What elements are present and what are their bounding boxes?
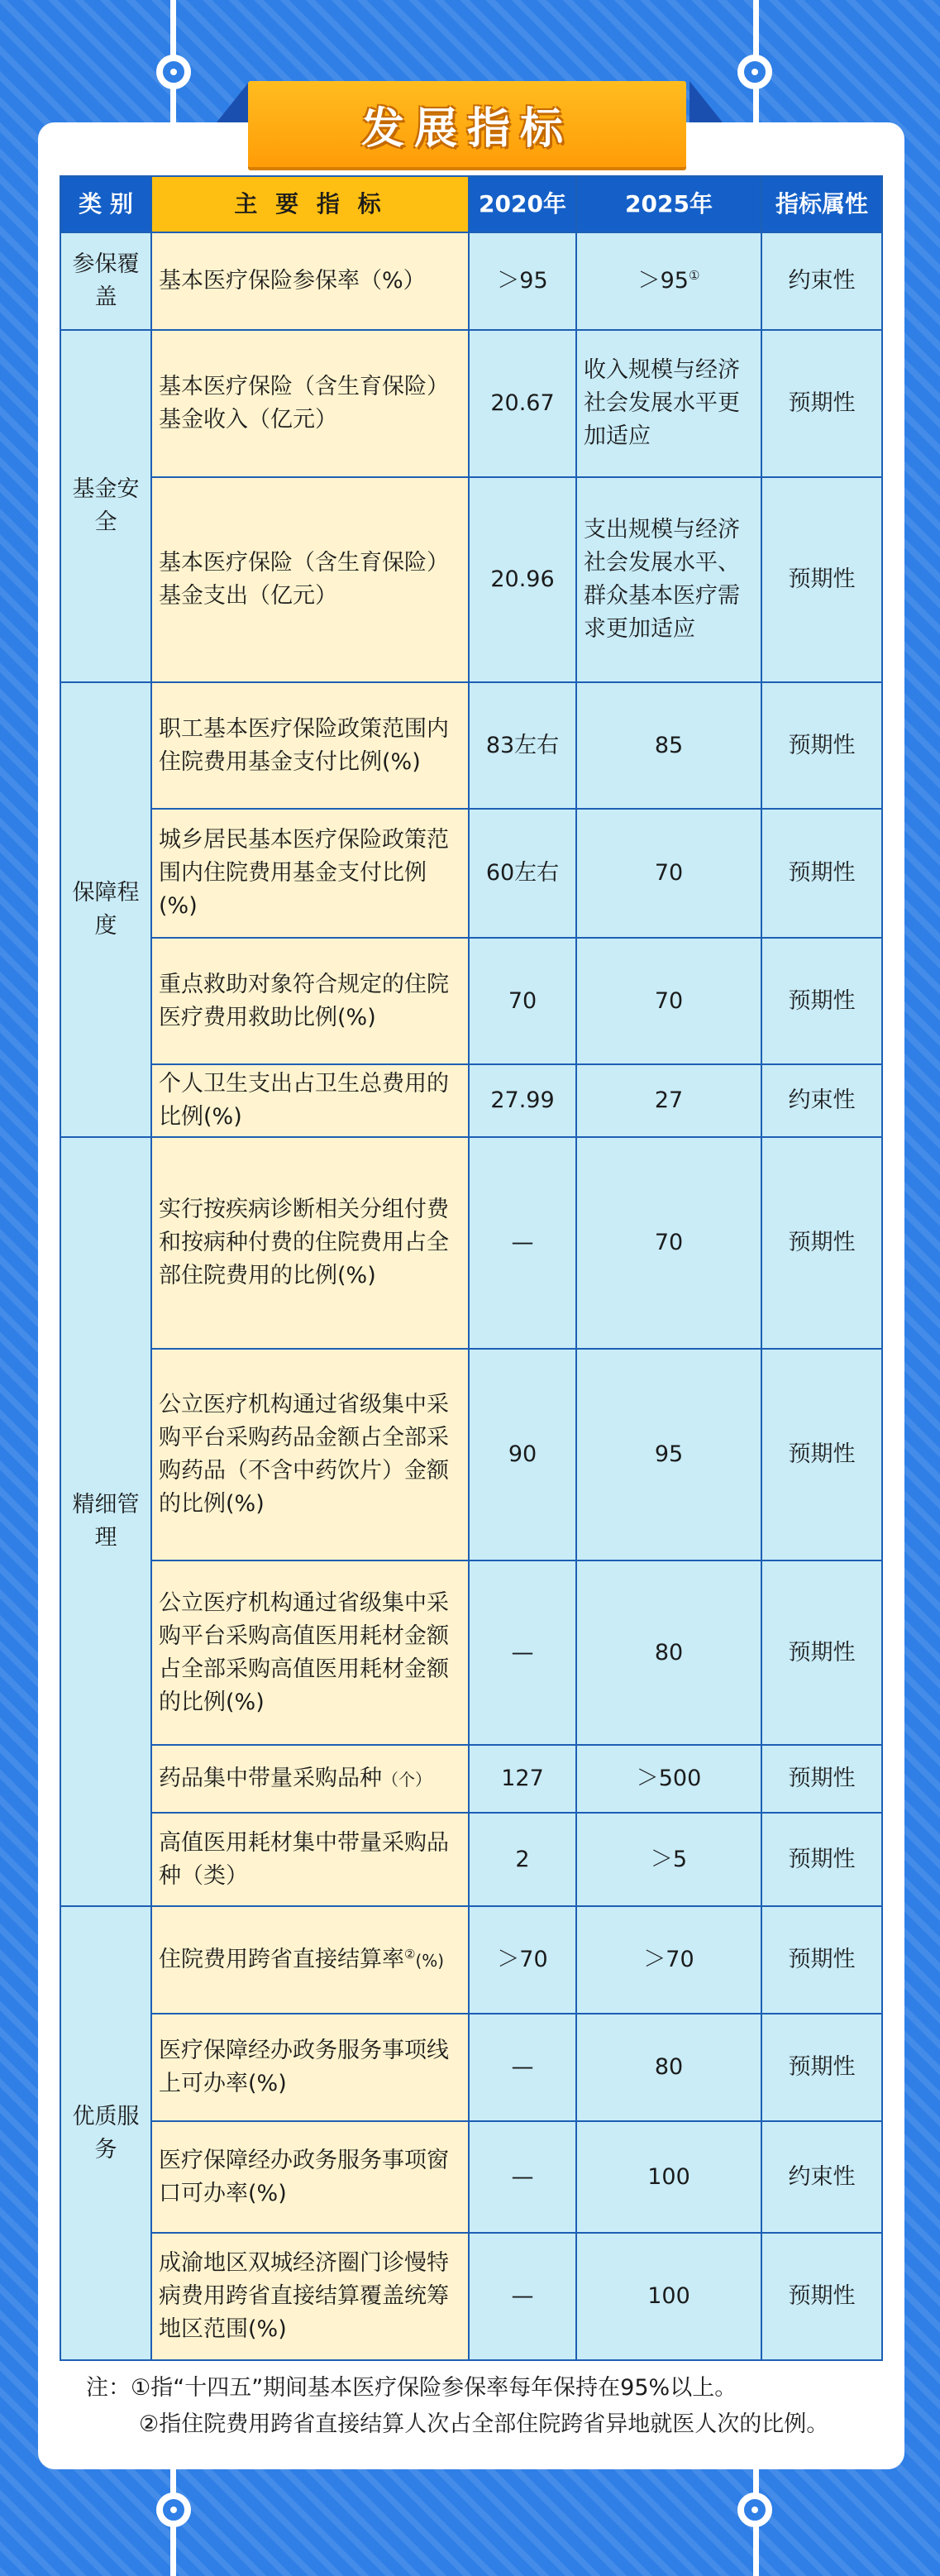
value-2020-cell: — [469,2233,576,2360]
value-2020-cell: ＞95 [469,232,576,330]
indicator-cell: 公立医疗机构通过省级集中采购平台采购高值医用耗材金额占全部采购高值医用耗材金额的比例(%) [151,1560,469,1745]
table-row [60,2121,882,2233]
category-cell: 优质服务 [60,1906,151,2360]
indicator-cell: 成渝地区双城经济圈门诊慢特病费用跨省直接结算覆盖统筹地区范围(%) [151,2233,469,2360]
value-2020-cell: 83左右 [469,682,576,809]
table-row [60,1813,882,1906]
type-cell: 预期性 [761,1813,882,1906]
indicator-cell: 城乡居民基本医疗保险政策范围内住院费用基金支付比例(%) [151,809,469,938]
value-2025-cell: 100 [576,2233,761,2360]
banner-fold-right [689,81,723,122]
value-2020-cell: 20.96 [469,477,576,682]
indicator-cell: 医疗保障经办政务服务事项线上可办率(%) [151,2014,469,2121]
type-cell: 预期性 [761,682,882,809]
value-2025-cell: 70 [576,938,761,1064]
type-cell: 预期性 [761,1349,882,1560]
value-2020-cell: 127 [469,1745,576,1813]
table-row [60,1906,882,2014]
type-cell: 预期性 [761,330,882,477]
footnote-marker: ② [404,1946,416,1962]
table-row [60,809,882,938]
indicator-cell: 职工基本医疗保险政策范围内住院费用基金支付比例(%) [151,682,469,809]
type-cell: 预期性 [761,938,882,1064]
table-row [60,1349,882,1560]
type-cell: 约束性 [761,1064,882,1137]
value-2025-cell: 70 [576,1137,761,1349]
value-2025-cell: ＞70 [576,1906,761,2014]
value-2020-cell: 2 [469,1813,576,1906]
table-row [60,477,882,682]
table-row [60,1137,882,1349]
table-row [60,1064,882,1137]
type-cell: 约束性 [761,2121,882,2233]
table-row [60,232,882,330]
footnotes [86,2370,896,2443]
type-cell: 预期性 [761,2014,882,2121]
value-2025-cell [576,232,761,330]
value-2025-cell: 70 [576,809,761,938]
type-cell: 约束性 [761,232,882,330]
value-2020-cell: 90 [469,1349,576,1560]
indicator-cell [151,1745,469,1813]
indicator-cell: 实行按疾病诊断相关分组付费和按病种付费的住院费用占全部住院费用的比例(%) [151,1137,469,1349]
value-2020-cell: ＞70 [469,1906,576,2014]
indicator-cell: 基本医疗保险（含生育保险）基金收入（亿元） [151,330,469,477]
value-2025-text: ＞95 [637,268,689,294]
value-2020-cell: 70 [469,938,576,1064]
banner-fold-left [217,81,250,122]
table-row [60,682,882,809]
indicator-unit: (%) [415,1950,445,1971]
type-cell: 预期性 [761,1137,882,1349]
type-cell: 预期性 [761,1745,882,1813]
category-cell: 基金安全 [60,330,151,682]
title-banner [248,81,686,167]
table-header-row [60,176,882,232]
indicator-cell: 公立医疗机构通过省级集中采购平台采购药品金额占全部采购药品（不含中药饮片）金额的比例(%) [151,1349,469,1560]
indicator-cell: 基本医疗保险参保率（%） [151,232,469,330]
value-2025-cell: 80 [576,2014,761,2121]
type-cell: 预期性 [761,2233,882,2360]
indicator-cell: 重点救助对象符合规定的住院医疗费用救助比例(%) [151,938,469,1064]
value-2025-cell: 收入规模与经济社会发展水平更加适应 [576,330,761,477]
category-cell: 精细管理 [60,1137,151,1906]
header-category: 类 别 [60,176,151,232]
ring-ornament-icon [156,2492,191,2527]
table-row [60,2014,882,2121]
table-row [60,330,882,477]
indicator-cell: 医疗保障经办政务服务事项窗口可办率(%) [151,2121,469,2233]
type-cell: 预期性 [761,809,882,938]
value-2020-cell: 60左右 [469,809,576,938]
value-2020-cell: — [469,2014,576,2121]
category-cell: 参保覆盖 [60,232,151,330]
value-2020-cell: — [469,2121,576,2233]
table-row [60,938,882,1064]
indicator-text: 药品集中带量采购品种 [159,1765,382,1791]
footnote-2: ②指住院费用跨省直接结算人次占全部住院跨省异地就医人次的比例。 [139,2411,829,2437]
indicator-text: 住院费用跨省直接结算率 [159,1946,404,1972]
header-type: 指标属性 [761,176,882,232]
ring-ornament-icon [737,2492,772,2527]
value-2025-cell: 100 [576,2121,761,2233]
value-2020-cell: — [469,1560,576,1745]
value-2020-cell: — [469,1137,576,1349]
indicator-table [60,175,883,2361]
type-cell: 预期性 [761,1906,882,2014]
type-cell: 预期性 [761,1560,882,1745]
value-2025-cell: 支出规模与经济社会发展水平、群众基本医疗需求更加适应 [576,477,761,682]
indicator-cell: 高值医用耗材集中带量采购品种（类） [151,1813,469,1906]
indicator-unit: （个） [382,1769,432,1790]
indicator-cell: 个人卫生支出占卫生总费用的比例(%) [151,1064,469,1137]
header-2020: 2020年 [469,176,576,232]
header-2025: 2025年 [576,176,761,232]
ring-ornament-icon [737,55,772,89]
value-2025-cell: ＞500 [576,1745,761,1813]
table-row [60,1745,882,1813]
page-title: 发展指标 [360,103,573,154]
category-cell: 保障程度 [60,682,151,1137]
value-2025-cell: ＞5 [576,1813,761,1906]
value-2025-cell: 85 [576,682,761,809]
indicator-cell: 基本医疗保险（含生育保险）基金支出（亿元） [151,477,469,682]
type-cell: 预期性 [761,477,882,682]
header-indicator: 主 要 指 标 [151,176,469,232]
ring-ornament-icon [156,55,191,89]
indicator-cell [151,1906,469,2014]
footnote-1: 注：①指“十四五”期间基本医疗保险参保率每年保持在95%以上。 [86,2375,737,2401]
table-row [60,2233,882,2360]
value-2020-cell: 27.99 [469,1064,576,1137]
footnote-marker: ① [688,268,700,283]
value-2025-cell: 80 [576,1560,761,1745]
table-row [60,1560,882,1745]
value-2025-cell: 95 [576,1349,761,1560]
value-2025-cell: 27 [576,1064,761,1137]
value-2020-cell: 20.67 [469,330,576,477]
